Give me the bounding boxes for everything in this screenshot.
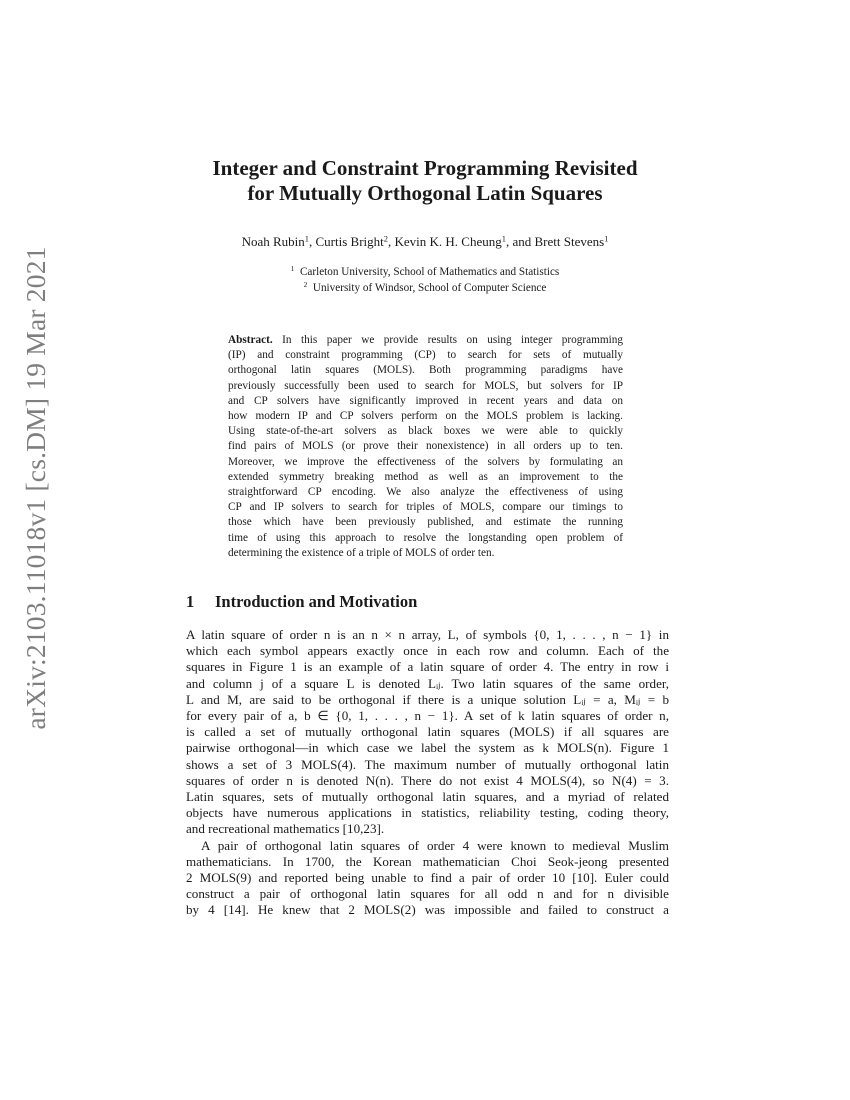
arxiv-identifier: arXiv:2103.11018v1 [cs.DM] 19 Mar 2021 — [20, 246, 51, 730]
author-name: Curtis Bright — [315, 234, 384, 249]
section-number: 1 — [186, 592, 195, 611]
abstract-line: straightforward CP encoding. We also analyze the effectiveness of using — [228, 486, 623, 499]
body-line: objects have numerous applications in statistics, reliability testing, coding theory, — [186, 805, 669, 821]
abstract-line: time of using this approach to resolve the longstanding open problem of — [228, 531, 623, 544]
abstract-line: (IP) and constraint programming (CP) to search for sets of mutually — [228, 349, 623, 362]
paper-title — [0, 156, 850, 206]
abstract-line: determining the existence of a triple of MOLS of order ten. — [228, 546, 495, 559]
abstract-line: extended symmetry breaking method as well as an improvement to the — [228, 470, 623, 483]
abstract-line: CP and IP solvers to search for triples of MOLS, compare our timings to — [228, 501, 623, 514]
body-line: for every pair of a, b ∈ {0, 1, . . . , n − 1}. A set of k latin squares of order n, — [186, 708, 669, 724]
abstract-line: those which have been previously published, and estimate the running — [228, 516, 623, 529]
abstract-line: Abstract. In this paper we provide results on using integer programming — [228, 334, 623, 346]
author-affil-mark: 1 — [304, 233, 310, 244]
abstract — [228, 333, 623, 561]
body-line: A latin square of order n is an n × n array, L, of symbols {0, 1, . . . , n − 1} in — [186, 627, 669, 642]
body-line: Latin squares, sets of mutually orthogonal latin squares, and a myriad of related — [186, 789, 669, 805]
section-title: Introduction and Motivation — [215, 592, 418, 611]
body-line: and column j of a square L is denoted Lᵢⱼ. Two latin squares of the same order, — [186, 675, 669, 691]
affiliation-line: $^2$ University of Windsor, School of Computer Science — [303, 281, 547, 294]
body-line: shows a set of 3 MOLS(4). The maximum number of mutually orthogonal latin — [186, 756, 669, 772]
author-affil-mark: 1 — [604, 233, 609, 244]
author-name: Kevin K. H. Cheung — [394, 234, 502, 249]
author-name: and Brett Stevens — [512, 234, 605, 249]
abstract-line: orthogonal latin squares (MOLS). Both programming paradigms have — [228, 364, 623, 377]
body-line: mathematicians. In 1700, the Korean mathematician Choi Seok-jeong presented — [186, 853, 669, 869]
body-line: 2 MOLS(9) and reported being unable to find a pair of order 10 [10]. Euler could — [186, 870, 669, 886]
abstract-line: how modern IP and CP solvers perform on the MOLS problem is lacking. — [228, 410, 623, 423]
author-list: Noah Rubin$^1$, Curtis Bright$^2$, Kevin K. H. Cheung$^1$, and Brett Stevens$^1$ — [241, 233, 609, 249]
body-line: squares of order n is denoted N(n). There do not exist 4 MOLS(4), so N(4) = 3. — [186, 772, 669, 788]
abstract-line: and CP solvers have significantly improved in recent years and data on — [228, 394, 623, 407]
body-line: squares in Figure 1 is an example of a latin square of order 4. The entry in row i — [186, 659, 669, 675]
affiliations — [0, 264, 850, 296]
body-line: and recreational mathematics [10,23]. — [186, 821, 385, 837]
body-line: which each symbol appears exactly once in each row and column. Each of the — [186, 643, 669, 659]
author-affil-mark: 2 — [383, 233, 388, 244]
abstract-label: Abstract. — [228, 334, 273, 346]
body-line: L and M, are said to be orthogonal if there is a unique solution Lᵢⱼ = a, Mᵢⱼ = b — [186, 691, 669, 707]
abstract-line: previously successfully been used to search for MOLS, but solvers for IP — [228, 379, 623, 392]
title-line-1: Integer and Constraint Programming Revisited — [212, 156, 638, 180]
arxiv-sidebar — [14, 246, 58, 730]
abstract-line: Using state-of-the-art solvers as black boxes we were able to quickly — [228, 425, 623, 438]
author-affil-mark: 1 — [501, 233, 506, 244]
author-name: Noah Rubin — [241, 234, 305, 249]
body-text — [186, 627, 669, 919]
title-line-2: for Mutually Orthogonal Latin Squares — [247, 181, 603, 205]
body-line: A pair of orthogonal latin squares of order 4 were known to medieval Muslim — [201, 837, 669, 853]
affiliation-line: $^1$ Carleton University, School of Mathematics and Statistics — [290, 265, 560, 278]
section-heading — [186, 592, 417, 612]
body-line: construct a pair of orthogonal latin squares for all odd n and for n divisible — [186, 886, 669, 902]
body-line: pairwise orthogonal—in which case we label the system as k MOLS(n). Figure 1 — [186, 740, 669, 756]
abstract-line: find pairs of MOLS (or prove their nonexistence) in all orders up to ten. — [228, 440, 623, 453]
body-line: by 4 [14]. He knew that 2 MOLS(2) was impossible and failed to construct a — [186, 902, 669, 918]
body-line: is called a set of mutually orthogonal latin squares (MOLS) if all squares are — [186, 724, 669, 740]
abstract-line: Moreover, we improve the effectiveness of the solvers by formulating an — [228, 455, 623, 468]
